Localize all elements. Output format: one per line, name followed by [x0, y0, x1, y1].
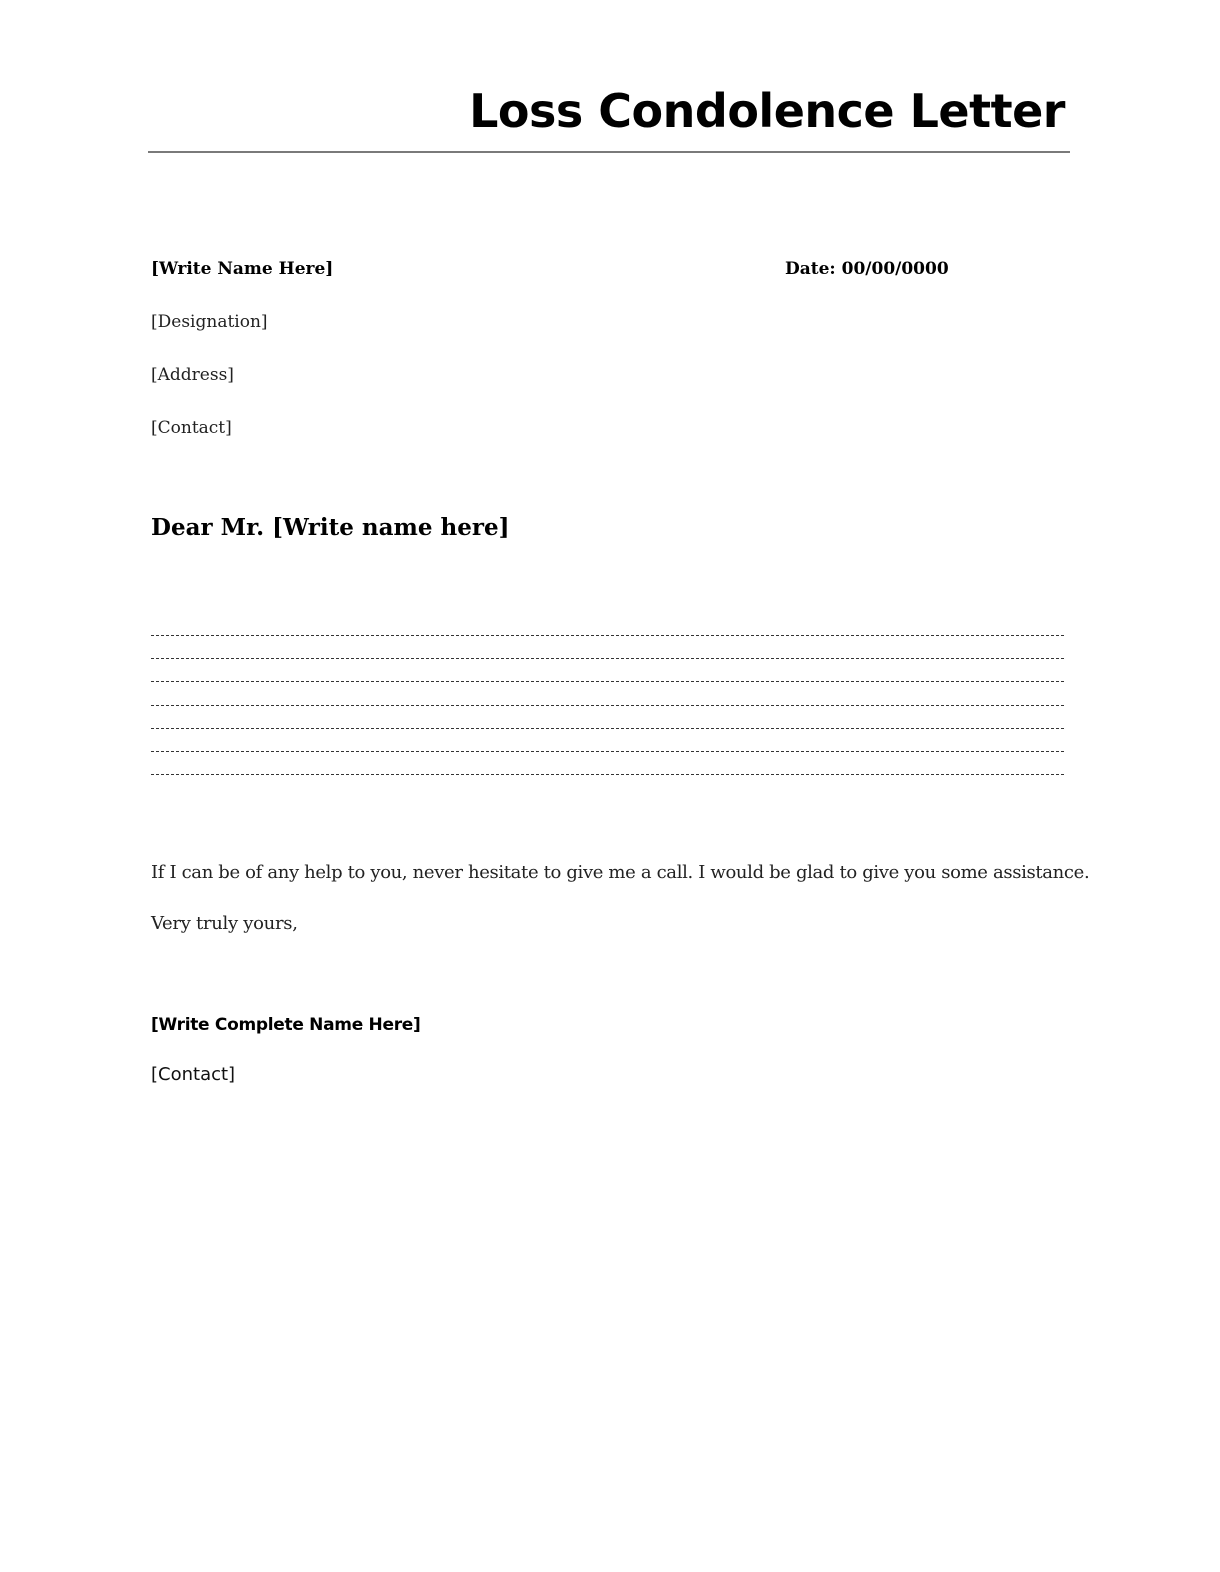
- body-placeholder-line: [151, 774, 1064, 775]
- sender-address: [Address]: [151, 365, 234, 385]
- sender-name: [Write Name Here]: [151, 259, 334, 279]
- salutation: Dear Mr. [Write name here]: [151, 514, 510, 541]
- body-placeholder-line: [151, 681, 1064, 682]
- valediction: Very truly yours,: [151, 913, 298, 934]
- title-underline-rule: [148, 151, 1070, 153]
- sender-designation: [Designation]: [151, 312, 268, 332]
- body-placeholder-line: [151, 705, 1064, 706]
- signature-name: [Write Complete Name Here]: [151, 1015, 421, 1035]
- body-placeholder-line: [151, 635, 1064, 636]
- signature-contact: [Contact]: [151, 1064, 236, 1085]
- body-placeholder-line: [151, 658, 1064, 659]
- letter-date: Date: 00/00/0000: [785, 259, 949, 279]
- sender-contact: [Contact]: [151, 418, 232, 438]
- body-placeholder-line: [151, 728, 1064, 729]
- document-title: Loss Condolence Letter: [469, 84, 1065, 138]
- closing-paragraph: If I can be of any help to you, never hesitate to give me a call. I would be glad to give you some assistance.: [151, 862, 1090, 883]
- body-placeholder-line: [151, 751, 1064, 752]
